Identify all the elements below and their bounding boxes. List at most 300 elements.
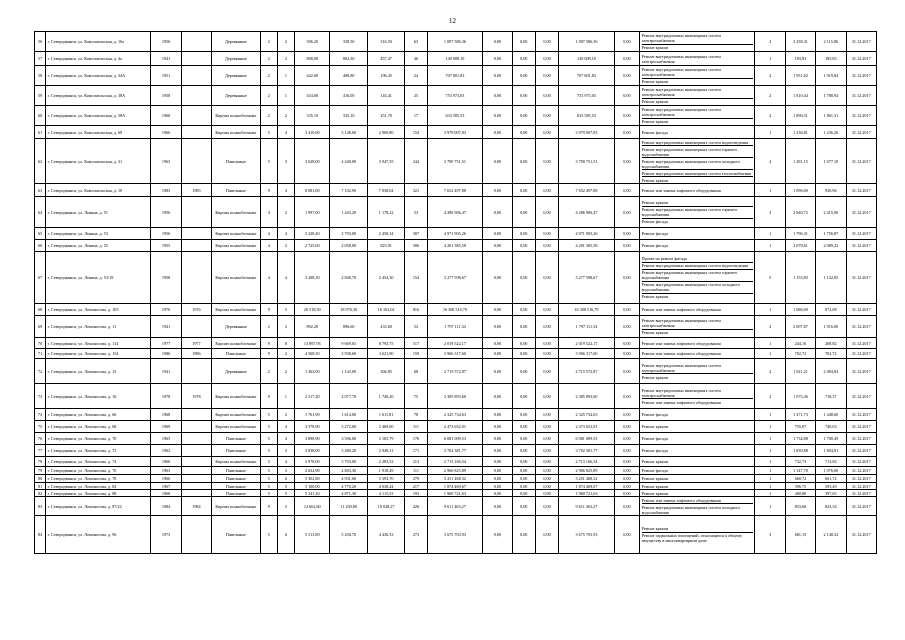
cell-addr: г. Северодвинск, ул. Ломоносова, д. 15 [46, 359, 151, 384]
cell-y2 [181, 490, 211, 497]
cell-res: 75 [405, 384, 427, 409]
cell-cnt: 2 [755, 359, 785, 384]
cell-en: 2 [277, 359, 294, 384]
cell-f1: 0,00 [483, 384, 512, 409]
cell-f4: 3 979 007,83 [559, 126, 615, 139]
cell-a3: 3 165,79 [367, 433, 404, 445]
cell-f1: 0,00 [483, 52, 512, 66]
cell-mat: Кирпич шлакоблочные [212, 126, 261, 139]
cell-a2: 3 480,20 [330, 445, 367, 457]
cell-y1: 1963 [151, 467, 181, 475]
cell-u2: 718,37 [816, 384, 846, 409]
cell-res: 46 [405, 52, 427, 66]
cell-a3: 2 060,80 [367, 126, 404, 139]
cell-addr: г. Северодвинск, ул. Комсомольская, д. 4а [46, 52, 151, 66]
cell-res: 17 [405, 106, 427, 126]
cell-f2: 0,00 [512, 409, 535, 421]
cell-works [640, 304, 755, 316]
cell-y1: 1966 [151, 457, 181, 467]
work-item: Ремонт крыши [641, 330, 668, 335]
cell-mat: Панельные [212, 516, 261, 554]
cell-cost: 3 702 381,77 [427, 445, 483, 457]
cell-a3: 251,70 [367, 106, 404, 126]
work-item: Ремонт фасада [641, 219, 668, 224]
page-number: 12 [449, 17, 456, 25]
cell-date: 31.12.2017 [846, 304, 876, 316]
cell-f1: 0,00 [483, 445, 512, 457]
cell-en: 6 [277, 516, 294, 554]
cell-f2: 0,00 [512, 52, 535, 66]
cell-date: 31.12.2017 [846, 240, 876, 252]
cell-addr: г. Северодвинск, ул. Ломоносова, д. 72 [46, 445, 151, 457]
cell-f3: 0,00 [535, 516, 558, 554]
cell-n: 66 [35, 240, 46, 252]
cell-y2 [181, 228, 211, 240]
work-item: Ремонт внутридомовых инженерных систем теплоснабжения [641, 170, 752, 176]
cell-en: 1 [277, 384, 294, 409]
cell-f3: 0,00 [535, 66, 558, 86]
cell-f2: 0,00 [512, 32, 535, 52]
cell-n: 72 [35, 359, 46, 384]
cell-works [640, 497, 755, 516]
cell-n: 75 [35, 421, 46, 433]
cell-n: 56 [35, 32, 46, 52]
cell-date: 31.12.2017 [846, 197, 876, 228]
cell-f5: 0,00 [614, 433, 639, 445]
cell-u1: 1 890,31 [785, 106, 815, 126]
cell-a1: 12 662,60 [295, 497, 330, 516]
cell-res: 244 [405, 139, 427, 184]
cell-a2: 4 440,00 [330, 139, 367, 184]
work-item: Проект на ремонт фасада [642, 256, 753, 263]
table-row [35, 52, 877, 66]
cell-cost: 4 971 905,26 [427, 228, 483, 240]
cell-addr: г. Северодвинск, ул. Комсомольская, д. 38А [46, 86, 151, 106]
cell-cnt: 1 [755, 490, 785, 497]
cell-addr: г. Северодвинск, ул. Ленина, д. 55 [46, 240, 151, 252]
cell-cost: 140 008,10 [427, 52, 483, 66]
cell-res: 78 [405, 409, 427, 421]
cell-u1: 1 471,73 [785, 409, 815, 421]
cell-cnt: 1 [755, 338, 785, 349]
work-item: Ремонт фасада [641, 231, 668, 236]
cell-works [640, 359, 755, 384]
cell-a3: 143,41 [367, 86, 404, 106]
cell-n: 79 [35, 467, 46, 475]
cell-f3: 0,00 [535, 467, 558, 475]
cell-y2 [181, 252, 211, 304]
cell-a3: 823,91 [367, 240, 404, 252]
cell-f3: 0,00 [535, 316, 558, 338]
cell-f5: 0,00 [614, 316, 639, 338]
cell-mat: Кирпич шлакоблочные [212, 421, 261, 433]
cell-fl: 5 [260, 421, 277, 433]
cell-f5: 0,00 [614, 252, 639, 304]
cell-a2: 896,60 [330, 316, 367, 338]
cell-f3: 0,00 [535, 338, 558, 349]
cell-f5: 0,00 [614, 409, 639, 421]
work-item: Ремонт внутридомовых инженерных систем холодного водоснабжения [642, 158, 753, 170]
cell-a3: 4 115,53 [367, 490, 404, 497]
cell-works [640, 66, 755, 86]
cell-f3: 0,00 [535, 384, 558, 409]
cell-f5: 0,00 [614, 66, 639, 86]
cell-u1: 1 810,44 [785, 86, 815, 106]
cell-en: 2 [277, 409, 294, 421]
cell-u2: 702,72 [816, 349, 846, 359]
cell-cost: 1 097 586,36 [427, 32, 483, 52]
cell-a3: 457,47 [367, 52, 404, 66]
cell-works [640, 433, 755, 445]
cell-u2: 1 916,00 [816, 316, 846, 338]
cell-a2: 18 976,30 [330, 304, 367, 316]
cell-f5: 0,00 [614, 516, 639, 554]
cell-cost: 1 797 111,34 [427, 316, 483, 338]
cell-f1: 0,00 [483, 197, 512, 228]
cell-mat: Деревянные [212, 66, 261, 86]
cell-y2 [181, 240, 211, 252]
cell-cnt: 1 [755, 483, 785, 490]
work-item: Ремонт крыши [641, 177, 668, 183]
work-item: Ремонт или замена лифтового оборудования [641, 187, 721, 193]
cell-fl: 5 [260, 475, 277, 483]
cell-mat: Панельные [212, 445, 261, 457]
work-item: Ремонт внутридомовых инженерных систем электроснабжения [641, 53, 721, 64]
cell-f4: 753 973,03 [559, 86, 615, 106]
cell-cnt: 1 [755, 228, 785, 240]
cell-u2: 397,65 [816, 490, 846, 497]
cell-addr: г. Северодвинск, ул. Ломоносова, д. 70 [46, 433, 151, 445]
cell-u2: 1 788,94 [816, 86, 846, 106]
cell-f2: 0,00 [512, 197, 535, 228]
cell-fl: 5 [260, 457, 277, 467]
cell-fl: 9 [260, 349, 277, 359]
cell-f2: 0,00 [512, 66, 535, 86]
cell-f3: 0,00 [535, 32, 558, 52]
cell-y2: 1984 [181, 497, 211, 516]
cell-f3: 0,00 [535, 106, 558, 126]
cell-mat: Кирпич шлакоблочные [212, 338, 261, 349]
cell-fl: 5 [260, 433, 277, 445]
cell-f3: 0,00 [535, 490, 558, 497]
cell-a2: 4 770,20 [330, 483, 367, 490]
cell-date: 31.12.2017 [846, 316, 876, 338]
table-row [35, 126, 877, 139]
cell-res: 25 [405, 86, 427, 106]
cell-en: 5 [277, 497, 294, 516]
cell-f2: 0,00 [512, 467, 535, 475]
cell-y2: 1983 [181, 184, 211, 197]
cell-f2: 0,00 [512, 349, 535, 359]
cell-y2 [181, 433, 211, 445]
cell-date: 31.12.2017 [846, 139, 876, 184]
cell-y2 [181, 516, 211, 554]
cell-f5: 0,00 [614, 304, 639, 316]
cell-u1: 2 840,72 [785, 197, 815, 228]
cell-a3: 10 028,27 [367, 497, 404, 516]
cell-y2 [181, 483, 211, 490]
cell-u1: 396,75 [785, 483, 815, 490]
cell-f4: 2 473 652,01 [559, 421, 615, 433]
cell-mat: Кирпич шлакоблочные [212, 106, 261, 126]
cell-f1: 0,00 [483, 349, 512, 359]
cell-cost: 2 715 572,87 [427, 359, 483, 384]
cell-a3: 7 038,04 [367, 184, 404, 197]
cell-cost: 3 790 751,51 [427, 139, 483, 184]
cell-f1: 0,00 [483, 126, 512, 139]
cell-f3: 0,00 [535, 184, 558, 197]
cell-a1: 1 363,00 [295, 359, 330, 384]
cell-u1: 1 921,21 [785, 359, 815, 384]
cell-cost: 4 201 385,58 [427, 240, 483, 252]
cell-f2: 0,00 [512, 421, 535, 433]
cell-f1: 0,00 [483, 457, 512, 467]
table-row [35, 252, 877, 304]
cell-cost: 2 019 522,17 [427, 338, 483, 349]
cell-f1: 0,00 [483, 467, 512, 475]
cell-y2 [181, 139, 211, 184]
capital-repair-table [34, 31, 877, 554]
work-item: Ремонт крыши [641, 119, 668, 124]
cell-a3: 1 611,81 [367, 409, 404, 421]
cell-date: 31.12.2017 [846, 409, 876, 421]
table-row [35, 304, 877, 316]
cell-res: 321 [405, 184, 427, 197]
table-row [35, 457, 877, 467]
cell-f3: 0,00 [535, 409, 558, 421]
cell-a1: 3 208,30 [295, 252, 330, 304]
cell-cnt: 1 [755, 304, 785, 316]
cell-f2: 0,00 [512, 497, 535, 516]
cell-date: 31.12.2017 [846, 445, 876, 457]
cell-addr: г. Северодвинск, ул. Комсомольская, д. 16а [46, 32, 151, 52]
cell-y1: 1956 [151, 32, 181, 52]
cell-f5: 0,00 [614, 338, 639, 349]
cell-y2 [181, 445, 211, 457]
cell-date: 31.12.2017 [846, 349, 876, 359]
cell-f2: 0,00 [512, 228, 535, 240]
cell-fl: 2 [260, 316, 277, 338]
cell-cnt: 1 [755, 433, 785, 445]
cell-y2 [181, 52, 211, 66]
cell-en: 2 [277, 197, 294, 228]
cell-f1: 0,00 [483, 421, 512, 433]
cell-addr: г. Северодвинск, ул. Ломоносова, д. 87/22 [46, 497, 151, 516]
cell-a1: 1 997,00 [295, 197, 330, 228]
cell-res: 273 [405, 516, 427, 554]
cell-f1: 0,00 [483, 483, 512, 490]
cell-a3: 1 918,49 [367, 467, 404, 475]
table-row [35, 421, 877, 433]
cell-mat: Панельные [212, 475, 261, 483]
cell-f5: 0,00 [614, 240, 639, 252]
cell-u2: 1 077,10 [816, 139, 846, 184]
cell-u2: 2 148,32 [816, 516, 846, 554]
cell-a1: 506,20 [295, 32, 330, 52]
cell-n: 59 [35, 86, 46, 106]
work-item: Ремонт фасада [641, 436, 668, 441]
cell-fl: 9 [260, 184, 277, 197]
cell-f3: 0,00 [535, 86, 558, 106]
cell-a2: 2 058,00 [330, 240, 367, 252]
cell-en: 4 [277, 184, 294, 197]
cell-a1: 2 632,90 [295, 467, 330, 475]
cell-n: 71 [35, 349, 46, 359]
cell-mat: Кирпич шлакоблочные [212, 457, 261, 467]
cell-cnt: 1 [755, 445, 785, 457]
cell-works [640, 126, 755, 139]
cell-works [640, 106, 755, 126]
cell-f4: 140 008,10 [559, 52, 615, 66]
cell-fl: 9 [260, 338, 277, 349]
cell-u1: 1 096,69 [785, 184, 815, 197]
cell-date: 31.12.2017 [846, 497, 876, 516]
cell-en: 5 [277, 483, 294, 490]
cell-a1: 3 838,00 [295, 445, 330, 457]
cell-cost: 2 713 166,54 [427, 457, 483, 467]
cell-y1: 1951 [151, 66, 181, 86]
cell-y1: 1967 [151, 483, 181, 490]
table-row [35, 184, 877, 197]
cell-n: 76 [35, 433, 46, 445]
cell-y1: 1968 [151, 490, 181, 497]
work-item: Ремонт крыши [641, 79, 668, 84]
cell-f1: 0,00 [483, 139, 512, 184]
cell-u2: 1 448,60 [816, 409, 846, 421]
cell-y1: 1977 [151, 338, 181, 349]
cell-a3: 3 393,70 [367, 475, 404, 483]
cell-mat: Панельные [212, 139, 261, 184]
cell-y1: 1941 [151, 316, 181, 338]
work-item: Ремонт внутридомовых инженерных систем электроснабжения [642, 318, 753, 330]
cell-date: 31.12.2017 [846, 384, 876, 409]
table-row [35, 497, 877, 516]
cell-a2: 1 614,00 [330, 409, 367, 421]
cell-cost: 753 973,03 [427, 86, 483, 106]
table-row [35, 433, 877, 445]
cell-addr: г. Северодвинск, ул. Ломоносова, д. 78 [46, 475, 151, 483]
cell-a3: 1 178,22 [367, 197, 404, 228]
cell-mat: Деревянные [212, 32, 261, 52]
cell-works [640, 445, 755, 457]
work-item: Ремонт или замена лифтового оборудования [641, 340, 721, 346]
cell-a1: 5 313,80 [295, 516, 330, 554]
work-item: Ремонт внутридомовых инженерных систем электроснабжения [642, 362, 753, 374]
cell-a2: 1 143,00 [330, 359, 367, 384]
cell-y1: 1966 [151, 126, 181, 139]
cell-a1: 442,00 [295, 66, 330, 86]
cell-addr: г. Северодвинск, ул. Ломоносова, д. 66 [46, 409, 151, 421]
cell-a1: 13 897,93 [295, 338, 330, 349]
cell-en: 3 [277, 445, 294, 457]
cell-addr: г. Северодвинск, ул. Комсомольская, д. 69 [46, 126, 151, 139]
work-item: Ремонт или замена лифтового оборудования [642, 497, 753, 504]
table-row [35, 106, 877, 126]
cell-u2: 661,72 [816, 475, 846, 483]
cell-cost: 2 473 652,01 [427, 421, 483, 433]
cell-f3: 0,00 [535, 421, 558, 433]
cell-y1: 1973 [151, 516, 181, 554]
cell-y2 [181, 126, 211, 139]
cell-u2: 823,54 [816, 497, 846, 516]
cell-a2: 11 230,80 [330, 497, 367, 516]
cell-y1: 1978 [151, 384, 181, 409]
table-row [35, 32, 877, 52]
table-row [35, 316, 877, 338]
cell-res: 517 [405, 338, 427, 349]
cell-f2: 0,00 [512, 338, 535, 349]
cell-f5: 0,00 [614, 421, 639, 433]
cell-f1: 0,00 [483, 338, 512, 349]
cell-cnt: 1 [755, 457, 785, 467]
cell-works [640, 457, 755, 467]
cell-fl: 9 [260, 304, 277, 316]
cell-a1: 892,20 [295, 316, 330, 338]
cell-f3: 0,00 [535, 240, 558, 252]
cell-en: 2 [277, 52, 294, 66]
cell-date: 31.12.2017 [846, 252, 876, 304]
cell-en: 4 [277, 421, 294, 433]
cell-f5: 0,00 [614, 349, 639, 359]
cell-a1: 3 628,00 [295, 139, 330, 184]
cell-date: 31.12.2017 [846, 184, 876, 197]
cell-res: 193 [405, 490, 427, 497]
cell-f2: 0,00 [512, 304, 535, 316]
work-item: Ремонт внутридомовых инженерных систем электроснабжения [642, 67, 753, 79]
cell-addr: г. Северодвинск, ул. Ломоносова, д. 88 [46, 490, 151, 497]
cell-u1: 1 951,62 [785, 66, 815, 86]
cell-a1: 1 761,90 [295, 409, 330, 421]
work-item: Ремонт или замена лифтового оборудования [641, 399, 721, 405]
cell-y1: 1969 [151, 421, 181, 433]
cell-cost: 1 960 721,63 [427, 490, 483, 497]
cell-y2 [181, 467, 211, 475]
table-row [35, 240, 877, 252]
work-item: Ремонт крыши [642, 200, 753, 207]
cell-a3: 2 458,34 [367, 228, 404, 240]
cell-f3: 0,00 [535, 433, 558, 445]
cell-en: 4 [277, 126, 294, 139]
cell-f2: 0,00 [512, 126, 535, 139]
cell-u2: 713,82 [816, 457, 846, 467]
cell-f1: 0,00 [483, 316, 512, 338]
cell-f5: 0,00 [614, 497, 639, 516]
cell-date: 31.12.2017 [846, 126, 876, 139]
cell-cost: 3 277 598,67 [427, 252, 483, 304]
cell-n: 74 [35, 409, 46, 421]
work-item: Ремонт фасада [641, 468, 668, 473]
cell-a2: 4 871,30 [330, 490, 367, 497]
cell-a1: 8 081,00 [295, 184, 330, 197]
cell-f4: 7 652 497,88 [559, 184, 615, 197]
cell-cnt: 2 [755, 66, 785, 86]
cell-u1: 702,72 [785, 349, 815, 359]
cell-cost: 2 385 893,60 [427, 384, 483, 409]
cell-y1: 1976 [151, 304, 181, 316]
cell-fl: 2 [260, 106, 277, 126]
cell-a2: 335,10 [330, 106, 367, 126]
table-row [35, 467, 877, 475]
cell-f2: 0,00 [512, 240, 535, 252]
cell-a1: 3 898,90 [295, 433, 330, 445]
cell-f4: 3 675 703,93 [559, 516, 615, 554]
cell-f4: 3 251 468,32 [559, 475, 615, 483]
cell-res: 111 [405, 421, 427, 433]
cell-f3: 0,00 [535, 457, 558, 467]
work-item: Ремонт внутридомовых инженерных систем электроснабжения [642, 107, 753, 119]
work-item: Ремонт крыши [641, 45, 668, 50]
cell-addr: г. Северодвинск, ул. Комсомольская, д. 34А [46, 66, 151, 86]
